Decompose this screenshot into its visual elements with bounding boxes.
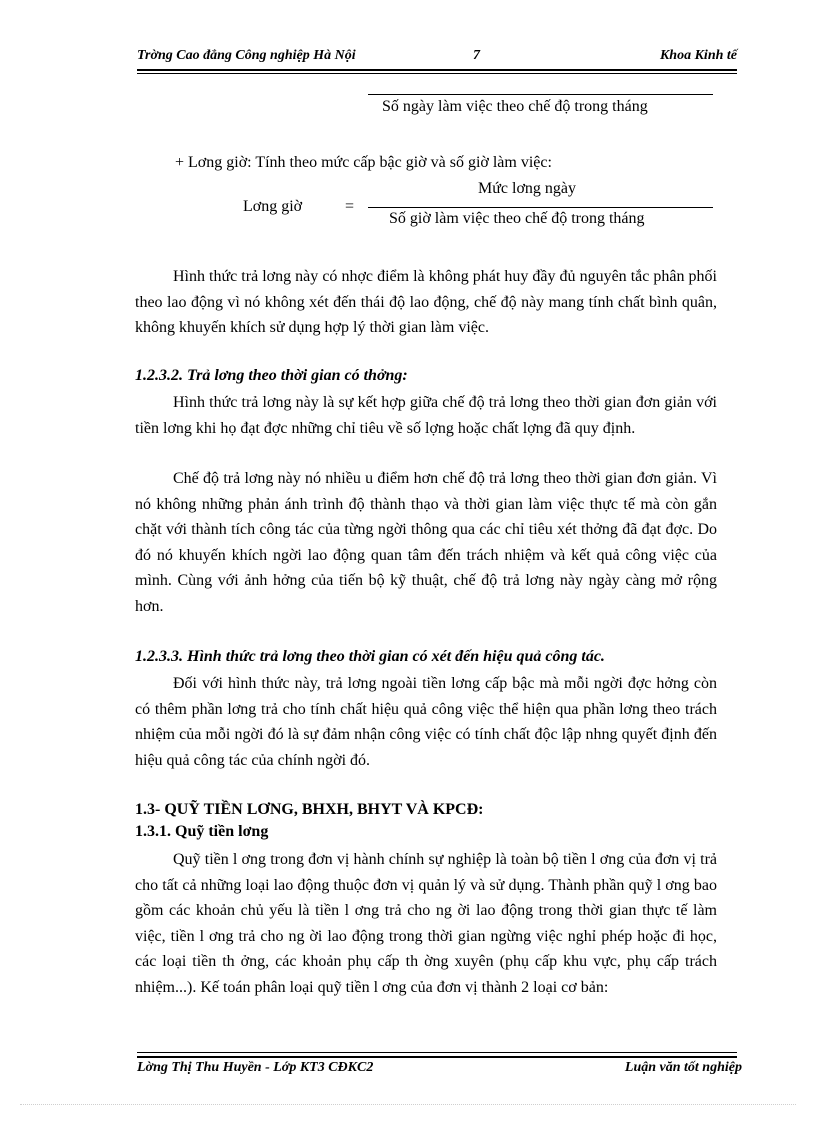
page-header <box>137 46 737 68</box>
page-edge-dotted-line <box>20 1104 796 1105</box>
header-page-number: 7 <box>473 48 480 63</box>
footer-rule-thin <box>137 1052 737 1053</box>
formula1-denominator: Số ngày làm việc theo chế độ trong tháng <box>382 98 648 115</box>
page-footer <box>137 1059 742 1079</box>
footer-rule-thick <box>137 1056 737 1058</box>
formula1-fraction-bar <box>368 94 713 95</box>
formula2-equals: = <box>345 198 355 215</box>
formula2-lhs: Lơng giờ <box>243 198 303 215</box>
heading-1-2-3-2: 1.2.3.2. Trả lơng theo thời gian có thởng: <box>135 367 408 384</box>
header-school: Trờng Cao đẳng Công nghiệp Hà Nội <box>137 48 356 63</box>
header-faculty: Khoa Kinh tế <box>659 48 737 63</box>
paragraph-4: Đối với hình thức này, trả lơng ngoài tiền lơng cấp bậc mà mỗi ngời đợc hởng còn có thêm phần lơng trả cho tính chất hiệu quả công việc thể hiện qua phần lơng theo trách nhiệm của mỗi ngời đó là sự đảm nhận công việc có tính chất độc lập nhng quyết định đến hiệu quả công tác của chính ngời đó. <box>135 675 717 769</box>
header-rule-thin <box>137 73 737 74</box>
formula2-denominator: Số giờ làm việc theo chế độ trong tháng <box>389 210 645 227</box>
heading-1-3-1: 1.3.1. Quỹ tiền lơng <box>135 823 269 840</box>
heading-1-3: 1.3- QUỸ TIỀN LƠNG, BHXH, BHYT VÀ KPCĐ: <box>135 801 484 818</box>
paragraph-2: Hình thức trả lơng này là sự kết hợp giữa chế độ trả lơng theo thời gian đơn giản với tiền lơng khi họ đạt đợc những chỉ tiêu về số lợng hoặc chất lợng đã quy định. <box>135 394 717 437</box>
formula2-numerator: Mức lơng ngày <box>478 180 577 197</box>
paragraph-1: Hình thức trả lơng này có nhợc điểm là không phát huy đầy đủ nguyên tắc phân phối theo lao động vì nó không xét đến thái độ lao động, chế độ này mang tính chất bình quân, không khuyến khích sử dụng hợp lý thời gian làm việc. <box>135 268 717 337</box>
paragraph-5: Quỹ tiền l ơng trong đơn vị hành chính sự nghiệp là toàn bộ tiền l ơng của đơn vị trả cho tất cả những loại lao động thuộc đơn vị quản lý và sử dụng. Thành phần quỹ l ơng bao gồm các khoản chủ yếu là tiền l ơng trả cho ng ời lao động trong thời gian thực tế làm việc, tiền l ơng trả cho ng ời lao động trong thời gian ngừng việc nghỉ phép hoặc đi học, các loại tiền th ởng, các khoản phụ cấp th ờng xuyên (phụ cấp khu vực, phụ cấp trách nhiệm...). Kế toán phân loại quỹ tiền l ơng của đơn vị thành 2 loại cơ bản: <box>135 851 717 996</box>
paragraph-3: Chế độ trả lơng này nó nhiều u điểm hơn chế độ trả lơng theo thời gian đơn giản. Vì nó không những phản ánh trình độ thành thạo và thời gian làm việc thực tế mà còn gắn chặt với thành tích công tác của từng ngời thông qua các chỉ tiêu xét thởng đã đạt đợc. Do đó nó khuyến khích ngời lao động quan tâm đến trách nhiệm và kết quả công việc của mình. Cùng với ảnh hởng của tiến bộ kỹ thuật, chế độ trả lơng này ngày càng mở rộng hơn. <box>135 470 717 615</box>
footer-author: Lờng Thị Thu Huyền - Lớp KT3 CĐKC2 <box>137 1060 374 1075</box>
footer-doc-type: Luận văn tốt nghiệp <box>624 1060 742 1075</box>
heading-1-2-3-3: 1.2.3.3. Hình thức trả lơng theo thời gian có xét đến hiệu quả công tác. <box>135 648 605 665</box>
hourly-wage-intro: + Lơng giờ: Tính theo mức cấp bậc giờ và số giờ làm việc: <box>175 154 552 171</box>
header-rule-thick <box>137 69 737 71</box>
formula2-fraction-bar <box>368 207 713 208</box>
